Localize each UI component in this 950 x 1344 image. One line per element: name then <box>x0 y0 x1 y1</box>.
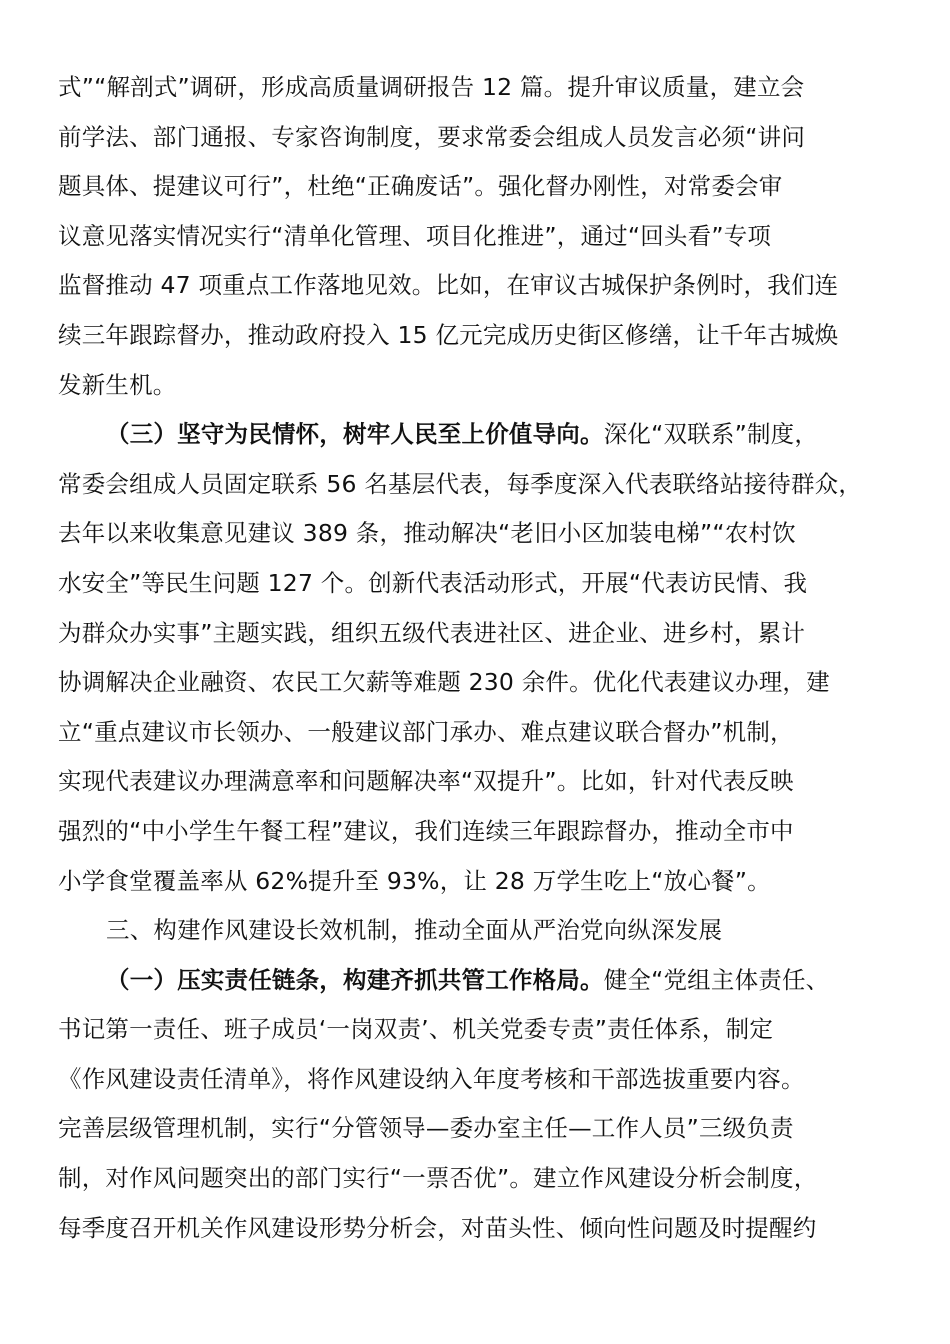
text-line-first <box>58 410 893 460</box>
text-line: 书记第一责任、班子成员‘一岗双责’、机关党委专责”责任体系，制定 <box>58 1015 774 1044</box>
text-line: 去年以来收集意见建议 389 条，推动解决“老旧小区加装电梯”“农村饮 <box>58 519 796 548</box>
section-lead-text: 健全“党组主体责任、 <box>603 965 830 994</box>
text-line: 常委会组成人员固定联系 56 名基层代表，每季度深入代表联络站接待群众， <box>58 469 863 498</box>
text-line: 发新生机。 <box>58 370 177 399</box>
section-lead-heading: （一）压实责任链条，构建齐抓共管工作格局。 <box>106 965 604 994</box>
text-line: 前学法、部门通报、专家咨询制度，要求常委会组成人员发言必须“讲问 <box>58 122 806 151</box>
paragraph-people-first <box>58 410 893 906</box>
text-line: 制，对作风问题突出的部门实行“一票否优”。建立作风建设分析会制度， <box>58 1164 818 1193</box>
text-line: 每季度召开机关作风建设形势分析会，对苗头性、倾向性问题及时提醒约 <box>58 1213 817 1242</box>
text-line: 实现代表建议办理满意率和问题解决率“双提升”。比如，针对代表反映 <box>58 767 794 796</box>
text-line: 式”“解剖式”调研，形成高质量调研报告 12 篇。提升审议质量，建立会 <box>58 73 805 101</box>
text-line: 为群众办实事”主题实践，组织五级代表进社区、进企业、进乡村，累计 <box>58 618 806 647</box>
text-line: 题具体、提建议可行”，杜绝“正确废话”。强化督办刚性，对常委会审 <box>58 172 783 201</box>
paragraph-research-review <box>58 63 893 410</box>
paragraph-responsibility-chain <box>58 956 893 1254</box>
text-line: 强烈的“中小学生午餐工程”建议，我们连续三年跟踪督办，推动全市中 <box>58 816 794 845</box>
text-line: 协调解决企业融资、农民工欠薪等难题 230 余件。优化代表建议办理，建 <box>58 668 830 697</box>
section-heading-text: 三、构建作风建设长效机制，推动全面从严治党向纵深发展 <box>106 916 723 945</box>
text-line: 《作风建设责任清单》，将作风建设纳入年度考核和干部选拔重要内容。 <box>58 1064 805 1093</box>
text-line: 小学食堂覆盖率从 62%提升至 93%，让 28 万学生吃上“放心餐”。 <box>58 866 771 895</box>
section-lead-heading: （三）坚守为民情怀，树牢人民至上价值导向。 <box>106 420 604 449</box>
text-line-first <box>58 956 893 1006</box>
document-body <box>58 63 893 1253</box>
section-lead-text: 深化“双联系”制度， <box>603 420 819 449</box>
text-line: 续三年跟踪督办，推动政府投入 15 亿元完成历史街区修缮，让千年古城焕 <box>58 320 839 349</box>
text-line: 监督推动 47 项重点工作落地见效。比如，在审议古城保护条例时，我们连 <box>58 271 839 300</box>
text-line: 水安全”等民生问题 127 个。创新代表活动形式，开展“代表访民情、我 <box>58 568 808 597</box>
text-line: 议意见落实情况实行“清单化管理、项目化推进”，通过“回头看”专项 <box>58 221 772 250</box>
section-heading-three <box>58 906 893 956</box>
text-line: 立“重点建议市长领办、一般建议部门承办、难点建议联合督办”机制， <box>58 717 794 746</box>
text-line: 完善层级管理机制，实行“分管领导—委办室主任—工作人员”三级负责 <box>58 1114 794 1143</box>
